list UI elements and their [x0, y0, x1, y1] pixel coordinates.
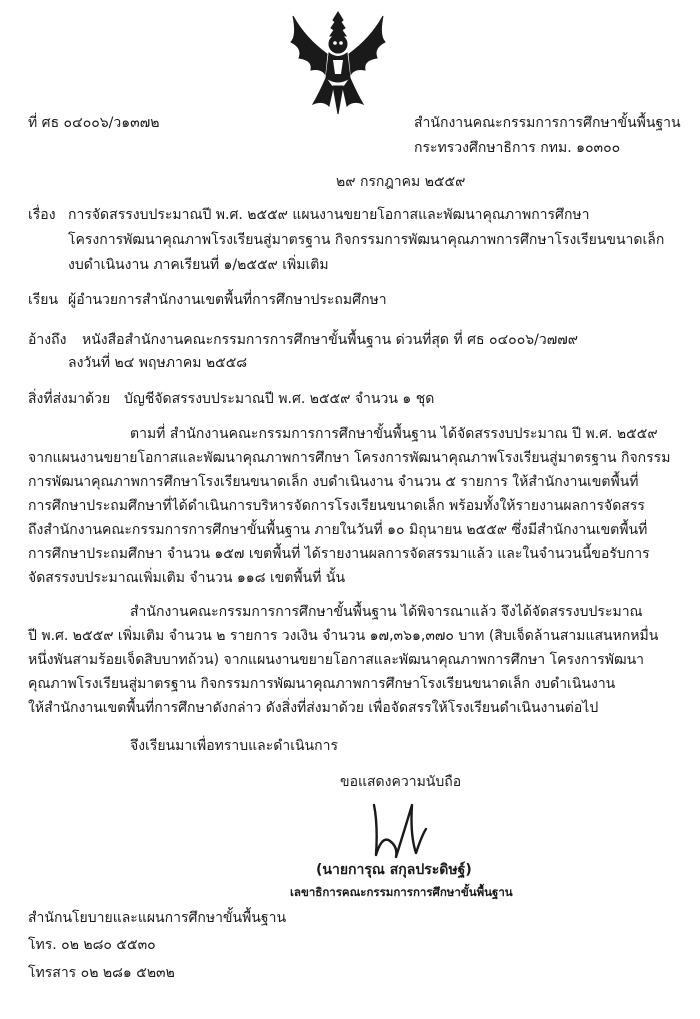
paragraph2-line: ให้สำนักงานเขตพื้นที่การศึกษาดังกล่าว ดังสิ่งที่ส่งมาด้วย เพื่อจัดสรรให้โรงเรียนดำเนินงานต่อไป	[28, 700, 599, 716]
paragraph1-line: ตามที่ สำนักงานคณะกรรมการการศึกษาขั้นพื้นฐาน ได้จัดสรรงบประมาณ ปี พ.ศ. ๒๕๕๙	[130, 426, 658, 442]
recipient-text: ผู้อำนวยการสำนักงานเขตพื้นที่การศึกษาประถมศึกษา	[68, 292, 387, 308]
paragraph2-line: ปี พ.ศ. ๒๕๕๙ เพิ่มเติม จำนวน ๒ รายการ วงเงิน จำนวน ๑๗,๓๖๑,๓๗๐ บาท (สิบเจ็ดล้านสามแสนหกหมื่น	[28, 628, 659, 644]
signature-image	[360, 795, 440, 865]
enclosure-text: บัญชีจัดสรรงบประมาณปี พ.ศ. ๒๕๕๙ จำนวน ๑ ชุด	[124, 391, 435, 407]
letter-date	[336, 171, 465, 193]
subject-line: โครงการพัฒนาคุณภาพโรงเรียนสู่มาตรฐาน กิจกรรมการพัฒนาคุณภาพการศึกษาโรงเรียนขนาดเล็ก	[68, 232, 665, 248]
paragraph1-line: ถึงสำนักงานคณะกรรมการการศึกษาขั้นพื้นฐาน ภายในวันที่ ๑๐ มิถุนายน ๒๕๕๙ ซึ่งมีสำนักงานเขตพื้นที่	[28, 522, 648, 538]
enclosure-label: สิ่งที่ส่งมาด้วย	[28, 391, 111, 407]
footer-fax: โทรสาร ๐๒ ๒๘๑ ๕๒๓๒	[28, 965, 175, 981]
date-month-year: กรกฎาคม ๒๕๕๙	[359, 174, 466, 190]
paragraph2-line: สำนักงานคณะกรรมการการศึกษาขั้นพื้นฐาน ได้พิจารณาแล้ว จึงได้จัดสรรงบประมาณ	[130, 604, 643, 620]
recipient-label: เรียน	[28, 292, 59, 308]
signer-name: (นายการุณ สกุลประดิษฐ์)	[316, 862, 472, 878]
paragraph1-line: การพัฒนาคุณภาพการศึกษาโรงเรียนขนาดเล็ก งบดำเนินงาน จำนวน ๕ รายการ ให้สำนักงานเขตพื้นที่	[28, 474, 639, 490]
subject-label: เรื่อง	[28, 207, 56, 223]
paragraph1-line: จากแผนงานขยายโอกาสและพัฒนาคุณภาพการศึกษา โครงการพัฒนาคุณภาพโรงเรียนสู่มาตรฐาน กิจกรรม	[28, 450, 671, 466]
paragraph1-line: การศึกษาประถมศึกษาที่ได้ดำเนินการบริหารจัดการโรงเรียนขนาดเล็ก พร้อมทั้งให้รายงานผลการจัดสรร	[28, 498, 645, 514]
paragraph1-line: การศึกษาประถมศึกษา จำนวน ๑๕๗ เขตพื้นที่ ได้รายงานผลการจัดสรรมาแล้ว และในจำนวนนี้ขอรับการ	[28, 546, 650, 562]
footer-office: สำนักนโยบายและแผนการศึกษาขั้นพื้นฐาน	[28, 910, 287, 926]
closing-request: จึงเรียนมาเพื่อทราบและดำเนินการ	[130, 738, 338, 754]
footer-phone: โทร. ๐๒ ๒๘๐ ๕๕๓๐	[28, 937, 156, 953]
reference-label: อ้างถึง	[28, 332, 67, 348]
reference-line: ลงวันที่ ๒๔ พฤษภาคม ๒๕๕๘	[68, 355, 248, 371]
closing-salutation: ขอแสดงความนับถือ	[340, 774, 462, 790]
signer-title: เลขาธิการคณะกรรมการการศึกษาขั้นพื้นฐาน	[290, 885, 513, 899]
paragraph2-line: หนึ่งพันสามร้อยเจ็ดสิบบาทถ้วน) จากแผนงานขยายโอกาสและพัฒนาคุณภาพการศึกษา โครงการพัฒนา	[28, 652, 645, 668]
issuing-address: กระทรวงศึกษาธิการ กทม. ๑๐๓๐๐	[414, 140, 621, 156]
paragraph2-line: คุณภาพโรงเรียนสู่มาตรฐาน กิจกรรมการพัฒนาคุณภาพการศึกษาโรงเรียนขนาดเล็ก งบดำเนินงาน	[28, 676, 616, 692]
date-day: ๒๙	[336, 174, 356, 190]
subject-line: การจัดสรรงบประมาณปี พ.ศ. ๒๕๕๙ แผนงานขยายโอกาสและพัฒนาคุณภาพการศึกษา	[68, 207, 590, 223]
document-number: ที่ ศธ ๐๔๐๐๖/ว๑๓๗๒	[28, 115, 160, 131]
subject-line: งบดำเนินงาน ภาคเรียนที่ ๑/๒๕๕๙ เพิ่มเติม	[68, 257, 329, 273]
paragraph1-line: จัดสรรงบประมาณเพิ่มเติม จำนวน ๑๑๘ เขตพื้นที่ นั้น	[28, 570, 346, 586]
issuing-office: สำนักงานคณะกรรมการการศึกษาขั้นพื้นฐาน	[414, 115, 681, 131]
reference-line: หนังสือสำนักงานคณะกรรมการการศึกษาขั้นพื้นฐาน ด่วนที่สุด ที่ ศธ ๐๔๐๐๖/ว๗๗๙	[82, 332, 579, 348]
garuda-emblem-icon	[283, 8, 393, 116]
